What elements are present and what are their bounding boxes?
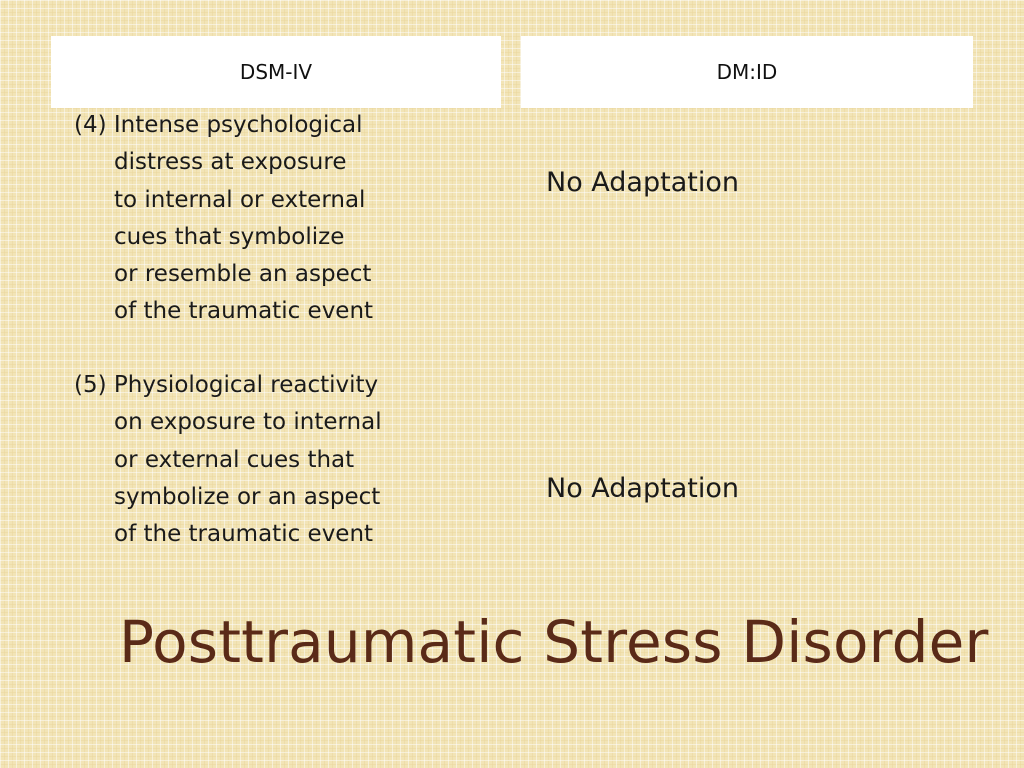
dmid-adaptation-4: No Adaptation bbox=[546, 167, 739, 198]
dmid-adaptation-5: No Adaptation bbox=[546, 473, 739, 504]
criterion-4-line: distress at exposure bbox=[114, 149, 347, 176]
criterion-4-line: cues that symbolize bbox=[114, 223, 345, 250]
header-label-dsm-iv: DSM-IV bbox=[239, 60, 313, 84]
dsm-criterion-4 bbox=[74, 107, 373, 331]
slide-title: Posttraumatic Stress Disorder bbox=[119, 608, 989, 676]
dsm-criterion-5 bbox=[74, 367, 382, 553]
criterion-5-line: on exposure to internal bbox=[114, 409, 382, 436]
header-label-dmid: DM:ID bbox=[716, 60, 778, 84]
criterion-5-line: or external cues that bbox=[114, 446, 355, 473]
criterion-4-line: (4) Intense psychological bbox=[74, 112, 363, 138]
criterion-5-line: of the traumatic event bbox=[114, 521, 374, 548]
criterion-4-line: or resemble an aspect bbox=[114, 261, 372, 288]
criterion-5-line: (5) Physiological reactivity bbox=[74, 372, 379, 398]
criterion-5-line: symbolize or an aspect bbox=[114, 483, 381, 510]
criterion-4-line: of the traumatic event bbox=[114, 298, 374, 325]
criterion-4-line: to internal or external bbox=[114, 186, 366, 213]
table-header-dmid bbox=[521, 36, 973, 108]
table-header-dsm-iv bbox=[51, 36, 501, 108]
